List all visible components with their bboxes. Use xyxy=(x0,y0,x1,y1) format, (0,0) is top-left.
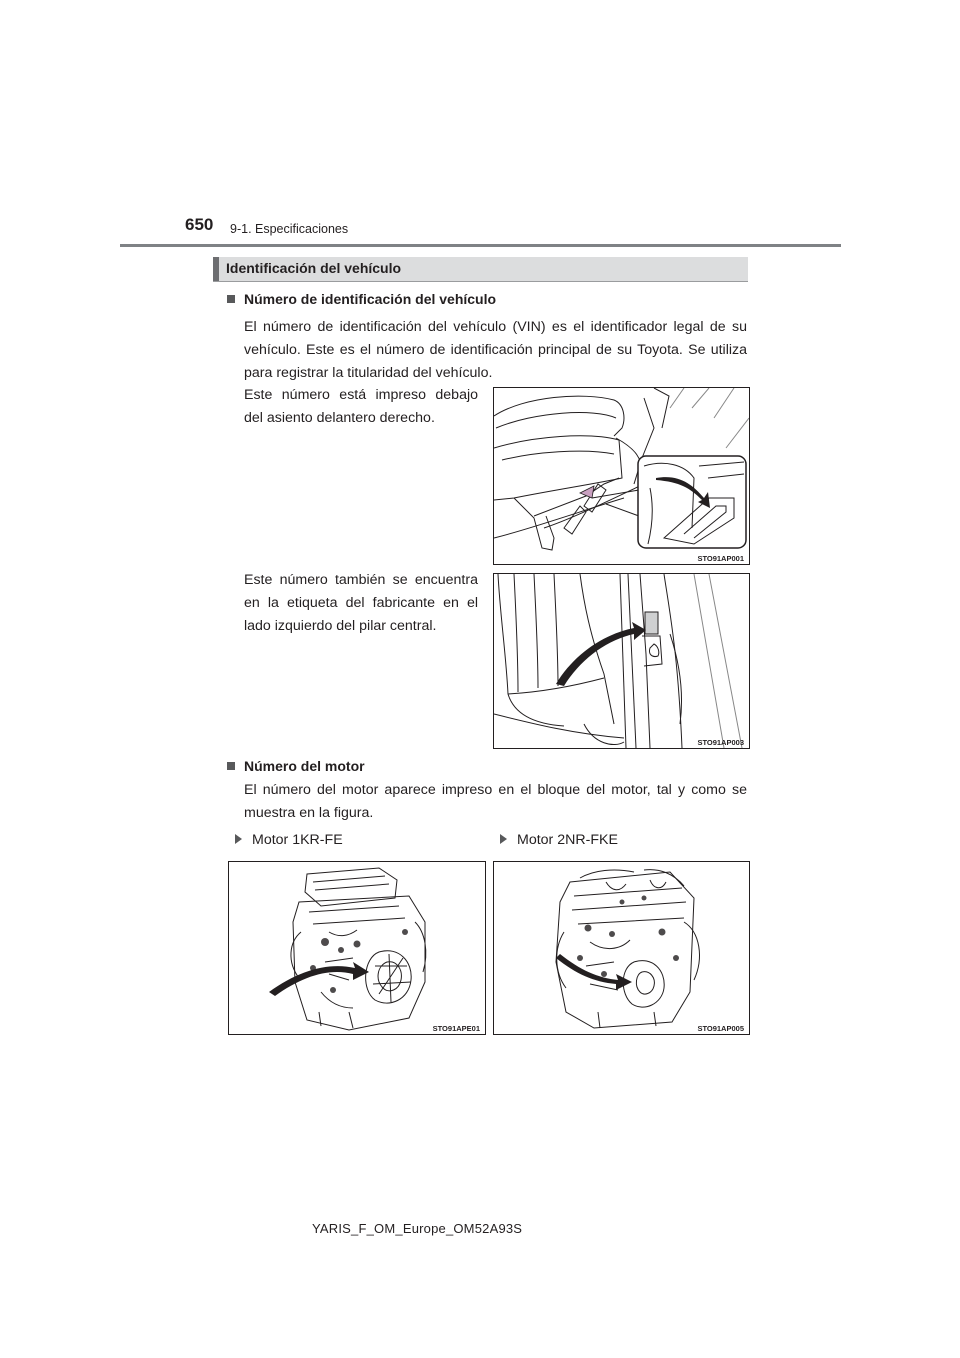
triangle-bullet-icon xyxy=(500,834,507,844)
figure-engine-2nr xyxy=(493,861,750,1035)
heading-marker xyxy=(213,257,219,281)
figure-center-pillar xyxy=(493,573,750,749)
engine-heading-text: Número del motor xyxy=(244,758,365,774)
section-title: 9-1. Especificaciones xyxy=(230,222,349,236)
engine-variant-2-label: Motor 2NR-FKE xyxy=(517,832,618,848)
center-pillar-illustration xyxy=(494,574,749,748)
page-number: 650 xyxy=(185,215,214,234)
engine-heading xyxy=(227,758,365,774)
vin-heading-text: Número de identificación del vehículo xyxy=(244,291,497,307)
triangle-bullet-icon xyxy=(235,834,242,844)
square-bullet-icon xyxy=(227,762,235,770)
figure-engine-1-code: STO91APE01 xyxy=(432,1024,480,1033)
under-seat-illustration xyxy=(494,388,749,564)
figure-engine-1kr xyxy=(228,861,486,1035)
vin-pillar-location-text: Este número también se encuentra en la etiqueta del fabricante en el lado izquierdo del pilar central. xyxy=(244,572,478,634)
engine-variant-1 xyxy=(235,832,343,848)
engine-variant-1-label: Motor 1KR-FE xyxy=(252,832,343,848)
document-code-footer: YARIS_F_OM_Europe_OM52A93S xyxy=(312,1221,523,1236)
header-divider xyxy=(120,244,841,247)
vin-seat-location-text: Este número está impreso debajo del asiento delantero derecho. xyxy=(244,387,478,426)
engine-variant-2 xyxy=(500,832,618,848)
vin-intro-paragraph: El número de identificación del vehículo (VIN) es el identificador legal de su vehículo. Este es el número de identificación principal de su Toyota. Se utiliza para registrar la titularidad del vehículo. xyxy=(244,319,747,381)
section-heading: Identificación del vehículo xyxy=(226,260,402,276)
vin-heading xyxy=(227,291,496,307)
figure-seat-code: STO91AP001 xyxy=(697,554,744,563)
heading-underline xyxy=(213,281,748,282)
square-bullet-icon xyxy=(227,295,235,303)
engine-1kr-illustration xyxy=(229,862,485,1034)
figure-engine-2-code: STO91AP005 xyxy=(697,1024,744,1033)
engine-intro-paragraph: El número del motor aparece impreso en el bloque del motor, tal y como se muestra en la figura. xyxy=(244,782,747,821)
section-heading-bar xyxy=(213,257,748,281)
figure-under-seat xyxy=(493,387,750,565)
engine-2nr-illustration xyxy=(494,862,749,1034)
figure-pillar-code: STO91AP003 xyxy=(697,738,744,747)
